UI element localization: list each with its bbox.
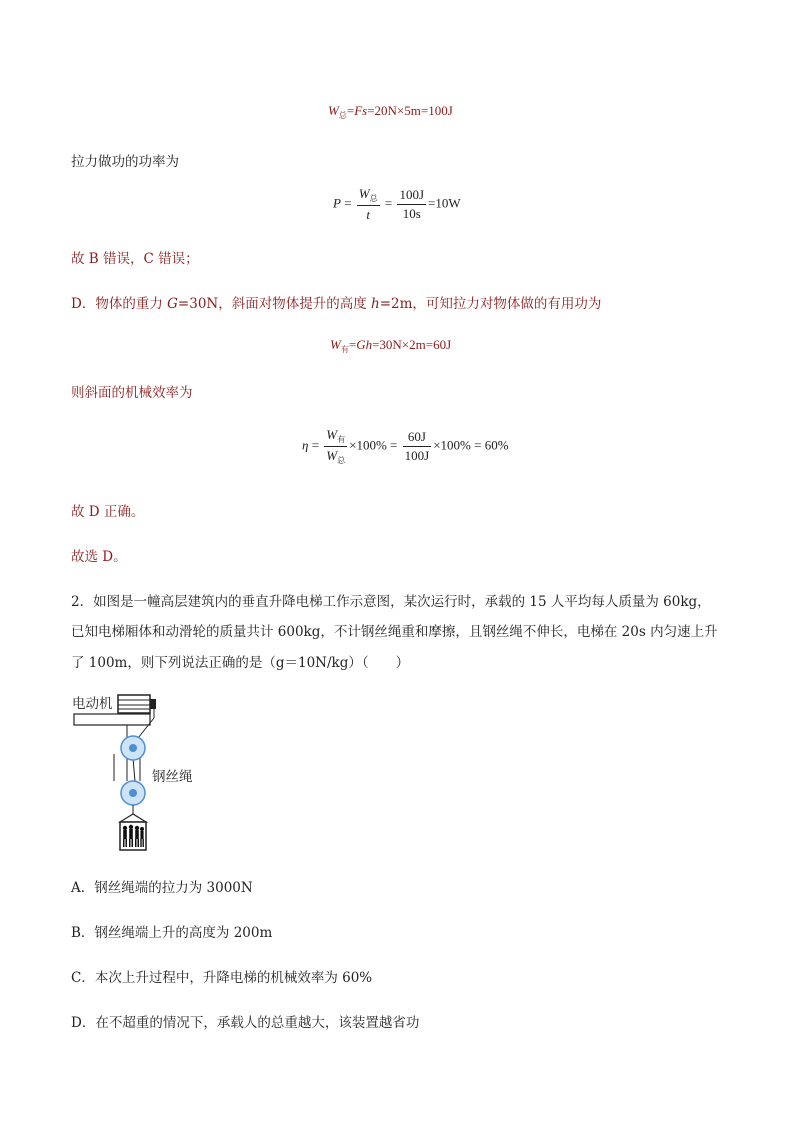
ceiling-beam xyxy=(74,714,150,725)
movable-pulley-icon xyxy=(121,781,145,805)
power-intro: 拉力做功的功率为 xyxy=(71,154,179,170)
question-line-3: 了 100m，则下列说法正确的是（g＝10N/kg）（ ） xyxy=(71,655,410,671)
elevator-car-icon xyxy=(120,814,146,850)
final-choice: 故选 D。 xyxy=(71,549,127,565)
rope-label: 钢丝绳 xyxy=(152,769,193,785)
elevator-diagram xyxy=(70,688,200,853)
option-d: D．在不超重的情况下，承载人的总重越大，该装置越省功 xyxy=(71,1015,420,1031)
efficiency-intro: 则斜面的机械效率为 xyxy=(71,385,193,401)
motor-icon xyxy=(118,695,156,713)
power-equation: P = $\frac{W_总}{t}$ = $\frac{100J}{10s}$ =10W xyxy=(333,186,461,222)
question-line-1: 2．如图是一幢高层建筑内的垂直升降电梯工作示意图，某次运行时，承载的 15 人平均每人质量为 60kg， xyxy=(71,594,711,610)
option-a: A．钢丝绳端的拉力为 3000N xyxy=(71,880,253,896)
efficiency-equation: η = $\frac{W_有}{W_总}$ ×100% = $\frac{60J}{100J}$ ×100% = 60% xyxy=(302,427,509,465)
option-b: B．钢丝绳端上升的高度为 200m xyxy=(71,925,273,941)
d-correct-conclusion: 故 D 正确。 xyxy=(71,504,145,520)
total-work-equation: $W_总=Fs=20N\times 5m=100J$ xyxy=(328,103,453,120)
option-d-analysis: D．物体的重力 G=30N，斜面对物体提升的高度 h=2m，可知拉力对物体做的有用功为 xyxy=(71,296,602,312)
bc-wrong-conclusion: 故 B 错误，C 错误； xyxy=(71,251,199,267)
useful-work-equation: $W_有=Gh=30N\times 2m=60J$ xyxy=(330,337,452,354)
fixed-pulley-icon xyxy=(121,736,145,760)
question-line-2: 已知电梯厢体和动滑轮的质量共计 600kg，不计钢丝绳重和摩擦，且钢丝绳不伸长，电梯在 20s 内匀速上升 xyxy=(71,624,718,640)
motor-label: 电动机 xyxy=(72,696,113,712)
option-c: C．本次上升过程中，升降电梯的机械效率为 60% xyxy=(71,970,373,986)
